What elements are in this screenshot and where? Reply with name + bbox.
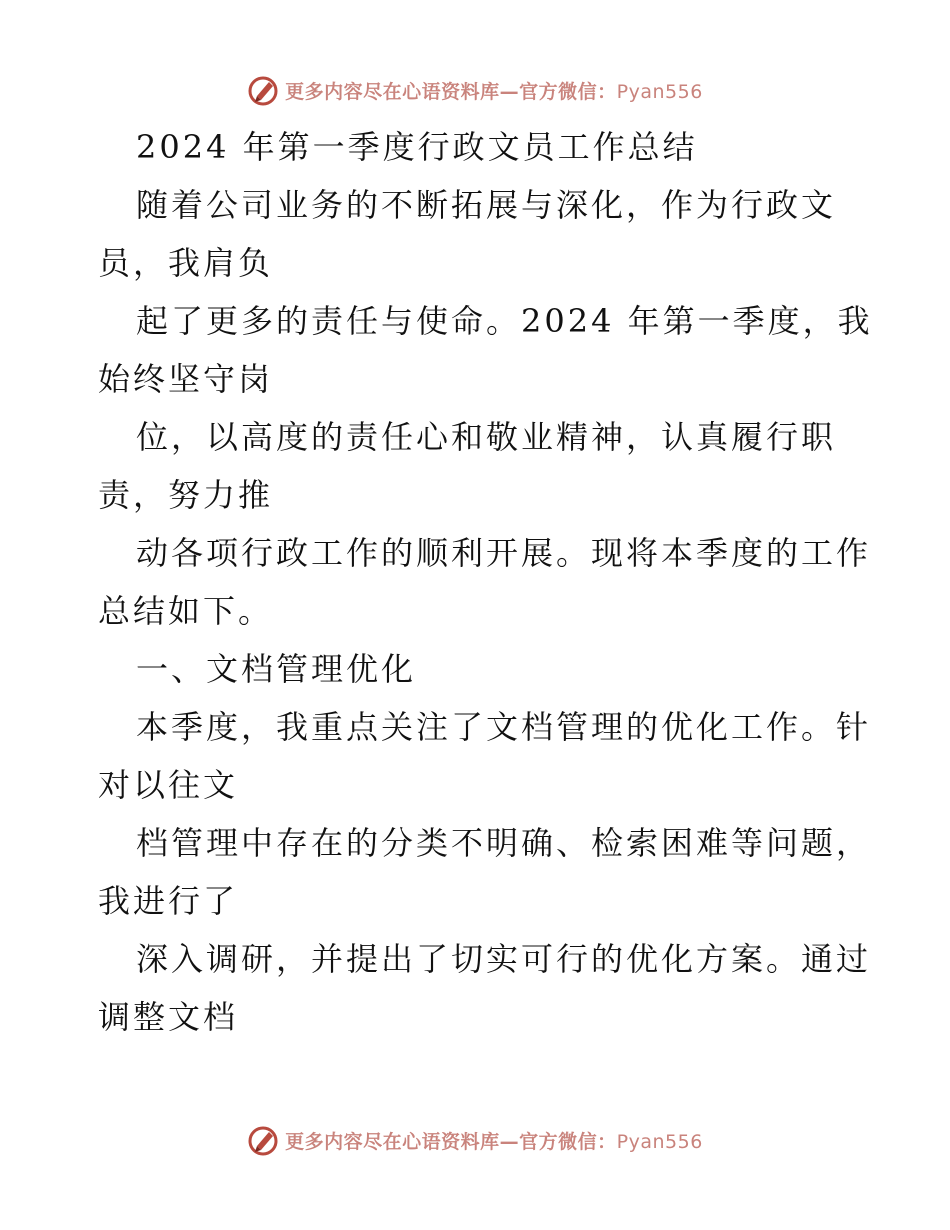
document-line: 总结如下。	[98, 592, 274, 630]
watermark-text	[285, 1127, 703, 1154]
document-line: 2024 年第一季度行政文员工作总结	[136, 128, 698, 166]
document-line: 对以往文	[98, 766, 239, 804]
document-line: 起了更多的责任与使命。2024 年第一季度，我	[136, 302, 873, 340]
document-body	[98, 118, 873, 1046]
section-heading: 一、文档管理优化	[136, 650, 417, 688]
document-line: 调整文档	[98, 998, 239, 1036]
document-line: 我进行了	[98, 882, 239, 920]
watermark-text	[285, 77, 703, 104]
document-line: 动各项行政工作的顺利开展。现将本季度的工作	[136, 534, 872, 572]
document-line: 深入调研，并提出了切实可行的优化方案。通过	[136, 940, 872, 978]
document-line: 本季度，我重点关注了文档管理的优化工作。针	[136, 708, 872, 746]
watermark-wechat-id: Pyan556	[616, 1130, 703, 1153]
watermark-wechat-id: Pyan556	[616, 80, 703, 103]
document-line: 始终坚守岗	[98, 360, 274, 398]
watermark-main-text: 更多内容尽在心语资料库—官方微信：	[285, 1130, 617, 1153]
pen-logo-icon	[247, 1124, 279, 1156]
document-line: 员，我肩负	[98, 244, 274, 282]
document-line: 随着公司业务的不断拓展与深化，作为行政文	[136, 186, 837, 224]
document-line: 档管理中存在的分类不明确、检索困难等问题，	[136, 824, 872, 862]
pen-logo-icon	[247, 74, 279, 106]
header-watermark	[0, 70, 950, 110]
watermark-main-text: 更多内容尽在心语资料库—官方微信：	[285, 80, 617, 103]
document-line: 位，以高度的责任心和敬业精神，认真履行职	[136, 418, 837, 456]
document-line: 责，努力推	[98, 476, 274, 514]
footer-watermark	[0, 1120, 950, 1160]
